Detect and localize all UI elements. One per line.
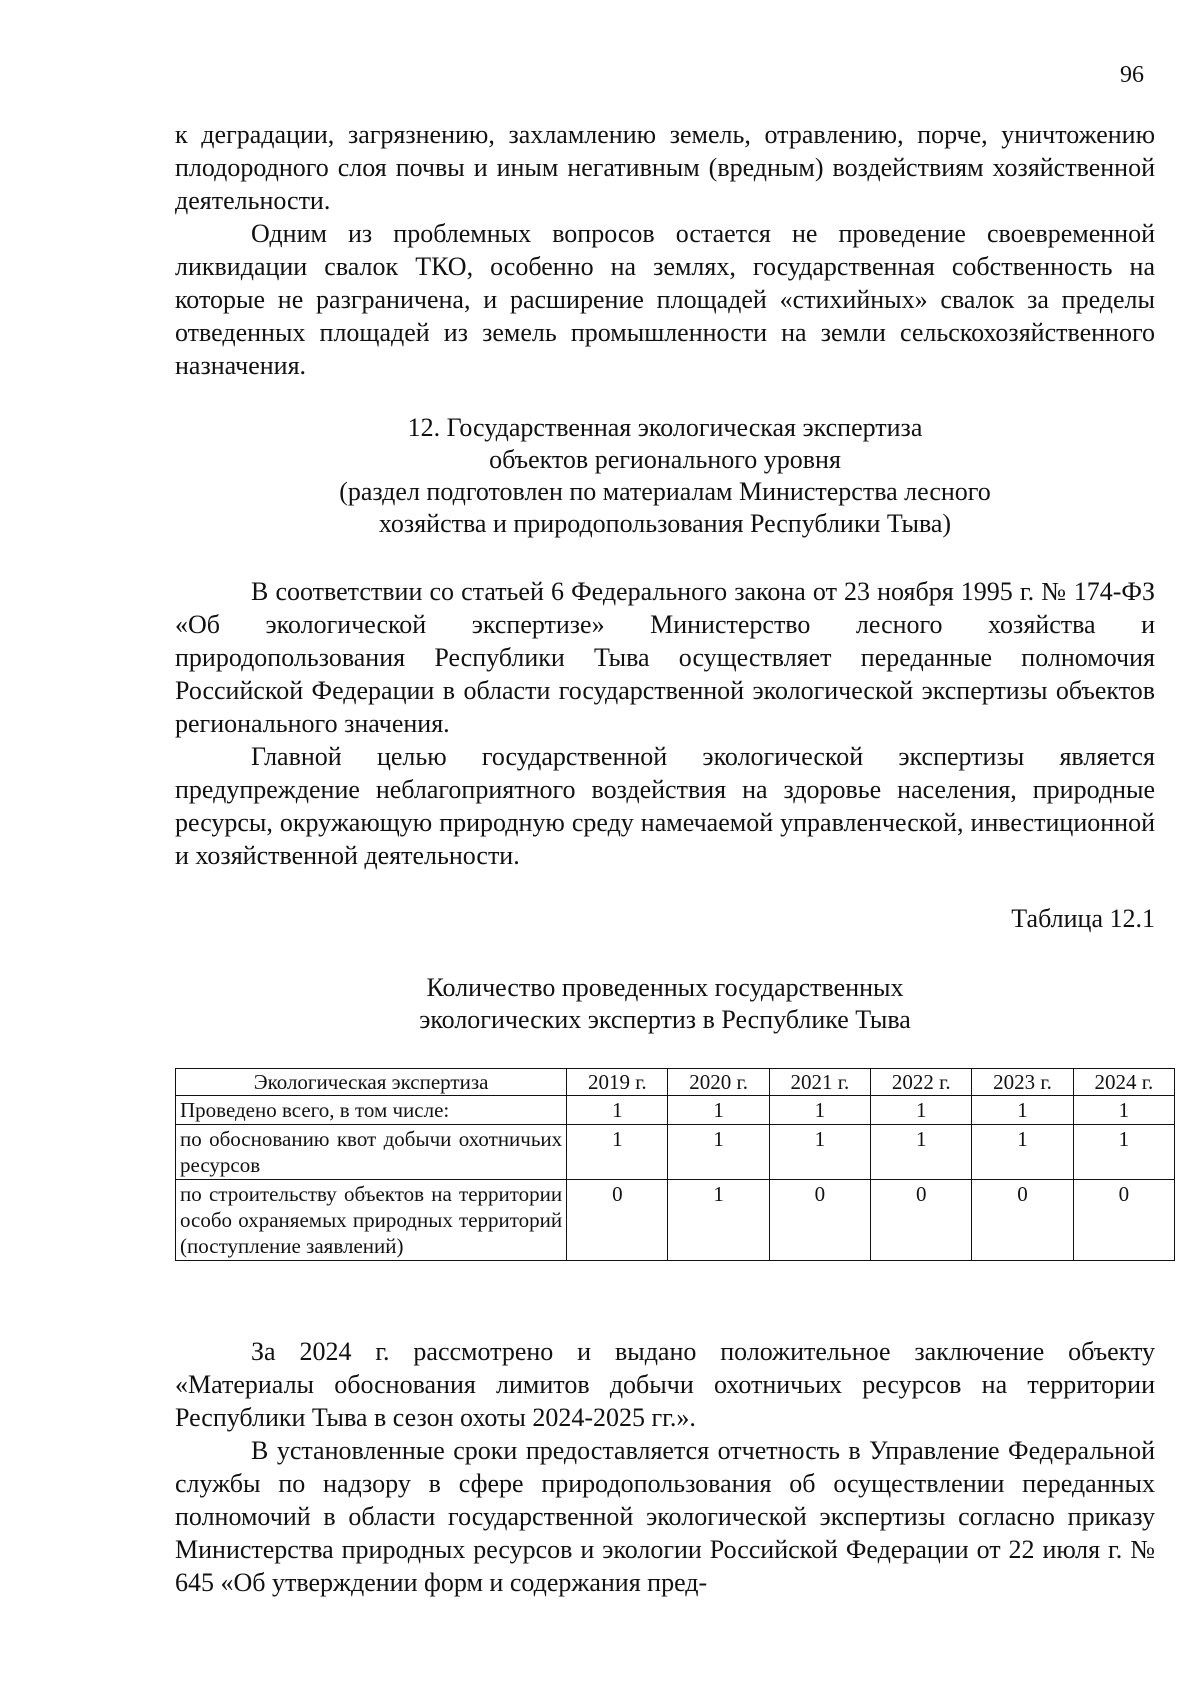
table-header-cell: 2024 г. bbox=[1073, 1069, 1174, 1096]
table-label: Таблица 12.1 bbox=[1011, 904, 1155, 933]
paragraph: За 2024 г. рассмотрено и выдано положительное заключение объекту «Материалы обоснования лимитов добычи охотничьих ресурсов на территории Республики Тыва в сезон охоты 2024-2025 гг.». bbox=[175, 1337, 1155, 1432]
table-header-cell: Экологическая экспертиза bbox=[176, 1069, 567, 1096]
table-cell: 1 bbox=[668, 1125, 769, 1180]
table-cell: 1 bbox=[567, 1096, 668, 1125]
table-header-cell: 2021 г. bbox=[769, 1069, 870, 1096]
table-caption-line: Количество проведенных государственных bbox=[426, 973, 904, 1002]
table-cell: 0 bbox=[972, 1180, 1073, 1261]
table-cell: 0 bbox=[769, 1180, 870, 1261]
table-header-cell: 2022 г. bbox=[871, 1069, 972, 1096]
table-header-cell: 2019 г. bbox=[567, 1069, 668, 1096]
section-text bbox=[175, 575, 1155, 872]
table-cell: 1 bbox=[769, 1096, 870, 1125]
table-cell: 1 bbox=[769, 1125, 870, 1180]
expertise-table bbox=[175, 1068, 1175, 1261]
intro-text bbox=[175, 118, 1155, 382]
table-cell: 1 bbox=[871, 1096, 972, 1125]
section-heading bbox=[175, 412, 1155, 540]
table-row-label: по строительству объектов на территории особо охраняемых природных территорий (поступление заявлений) bbox=[176, 1180, 567, 1261]
closing-text bbox=[175, 1335, 1155, 1599]
table-caption-line: экологических экспертиз в Республике Тыва bbox=[419, 1005, 911, 1034]
table-caption bbox=[175, 972, 1155, 1036]
table-row bbox=[176, 1125, 1175, 1180]
table-cell: 1 bbox=[871, 1125, 972, 1180]
table-row-label: Проведено всего, в том числе: bbox=[176, 1096, 567, 1125]
section-heading-line: объектов регионального уровня bbox=[489, 445, 841, 474]
table-cell: 1 bbox=[668, 1096, 769, 1125]
table-cell: 1 bbox=[972, 1096, 1073, 1125]
paragraph: к деградации, загрязнению, захламлению земель, отравлению, порче, уничтожению плодородного слоя почвы и иным негативным (вредным) воздействиям хозяйственной деятельности. bbox=[175, 120, 1155, 215]
section-heading-line: хозяйства и природопользования Республики Тыва) bbox=[378, 509, 952, 538]
table-row-label: по обоснованию квот добычи охотничьих ресурсов bbox=[176, 1125, 567, 1180]
table-row bbox=[176, 1096, 1175, 1125]
paragraph: Одним из проблемных вопросов остается не проведение своевременной ликвидации свалок ТКО, особенно на землях, государственная собственность на которые не разграничена, и расширение площадей «стихийных» свалок за пределы отведенных площадей из земель промышленности на земли сельскохозяйственного назначения. bbox=[175, 219, 1155, 380]
table-header-cell: 2020 г. bbox=[668, 1069, 769, 1096]
table-row bbox=[176, 1180, 1175, 1261]
table-header-row bbox=[176, 1069, 1175, 1096]
table-cell: 1 bbox=[1073, 1096, 1174, 1125]
table-header-cell: 2023 г. bbox=[972, 1069, 1073, 1096]
section-heading-line: 12. Государственная экологическая экспертиза bbox=[407, 413, 923, 442]
table-cell: 0 bbox=[567, 1180, 668, 1261]
table-cell: 0 bbox=[871, 1180, 972, 1261]
paragraph: В соответствии со статьей 6 Федерального закона от 23 ноября 1995 г. № 174-ФЗ «Об экологической экспертизе» Министерство лесного хозяйства и природопользования Республики Тыва осуществляет переданные полномочия Российской Федерации в области государственной экологической экспертизы объектов регионального значения. bbox=[175, 577, 1155, 738]
section-heading-line: (раздел подготовлен по материалам Министерства лесного bbox=[339, 477, 991, 506]
table-cell: 1 bbox=[567, 1125, 668, 1180]
table-cell: 1 bbox=[1073, 1125, 1174, 1180]
paragraph: Главной целью государственной экологической экспертизы является предупреждение неблагоприятного воздействия на здоровье населения, природные ресурсы, окружающую природную среду намечаемой управленческой, инвестиционной и хозяйственной деятельности. bbox=[175, 742, 1155, 870]
table-cell: 0 bbox=[1073, 1180, 1174, 1261]
paragraph: В установленные сроки предоставляется отчетность в Управление Федеральной службы по надзору в сфере природопользования об осуществлении переданных полномочий в области государственной экологической экспертизы согласно приказу Министерства природных ресурсов и экологии Российской Федерации от 22 июля г. № 645 «Об утверждении форм и содержания пред- bbox=[175, 1436, 1155, 1597]
table-cell: 1 bbox=[668, 1180, 769, 1261]
page-number: 96 bbox=[1120, 62, 1144, 88]
table-cell: 1 bbox=[972, 1125, 1073, 1180]
